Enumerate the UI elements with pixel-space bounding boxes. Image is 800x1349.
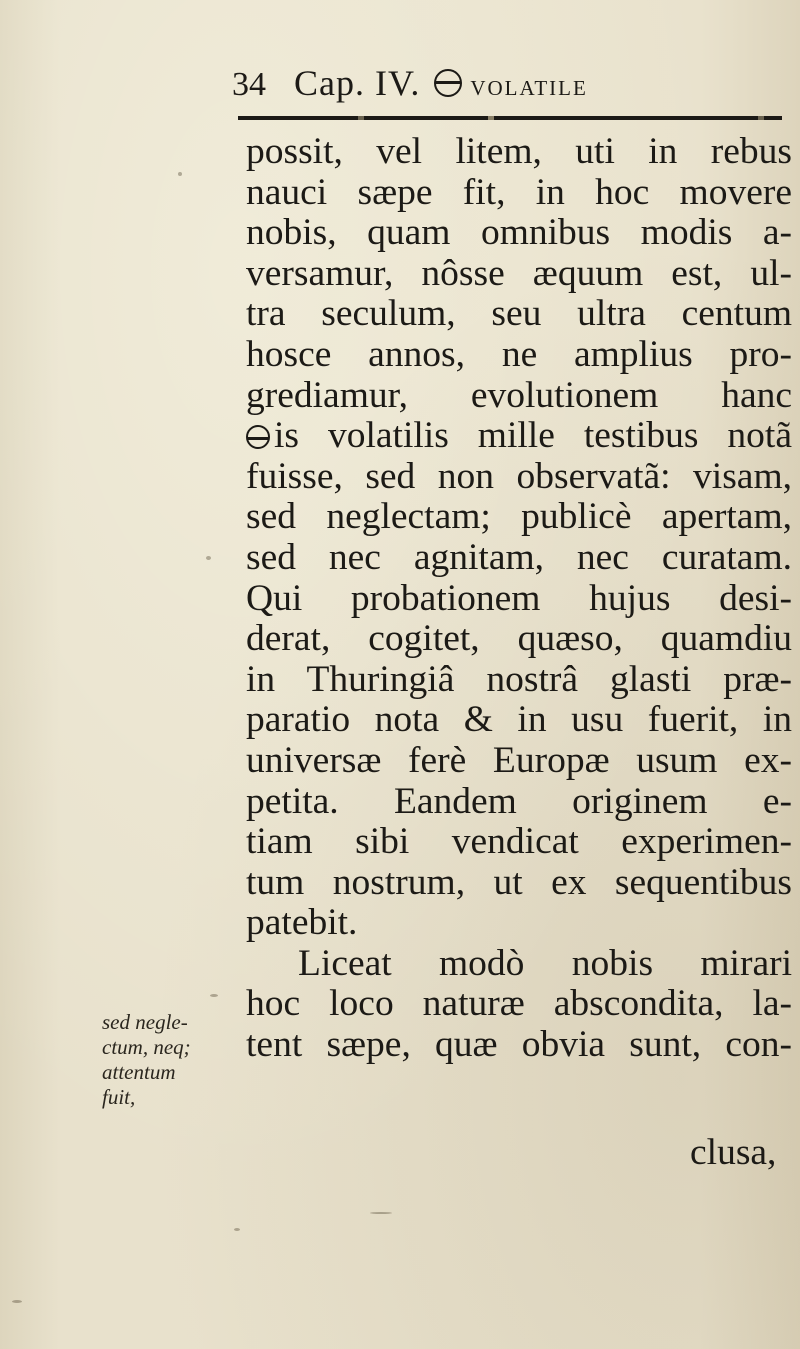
text-line: paratio nota & in usu fuerit, in xyxy=(246,699,792,741)
salt-symbol-icon xyxy=(434,69,462,97)
text-line: derat, cogitet, quæso, quamdiu xyxy=(246,618,792,660)
paper-speck xyxy=(234,1228,240,1231)
marginal-note-line: sed negle- xyxy=(102,1010,188,1034)
text-line: possit, vel litem, uti in rebus xyxy=(246,131,792,172)
text-line: patebit. xyxy=(246,902,358,944)
text-line: in Thuringiâ nostrâ glasti præ- xyxy=(246,658,792,700)
text-line: sed nec agnitam, nec curatam. xyxy=(246,536,792,578)
running-title: volatile xyxy=(470,69,588,102)
text-line: hosce annos, ne amplius pro- xyxy=(246,333,792,375)
paper-speck xyxy=(210,994,218,997)
text-line: tra seculum, seu ultra centum xyxy=(246,293,792,335)
paper-speck xyxy=(178,172,182,176)
text-line: nauci sæpe fit, in hoc movere xyxy=(246,171,792,213)
page-header xyxy=(232,62,792,110)
text-line: universæ ferè Europæ usum ex- xyxy=(246,739,792,781)
text-line-with-symbol xyxy=(246,416,792,457)
paper-speck xyxy=(206,556,211,560)
text-line: tum nostrum, ut ex sequentibus xyxy=(246,861,792,903)
text-line: tent sæpe, quæ obvia sunt, con- xyxy=(246,1024,792,1066)
marginal-note-line: attentum xyxy=(102,1060,176,1084)
paper-speck xyxy=(12,1300,22,1303)
paper-speck xyxy=(370,1212,392,1214)
marginal-note xyxy=(102,1010,191,1110)
text-line: petita. Eandem originem e- xyxy=(246,780,792,822)
text-line: versamur, nôsse æquum est, ul- xyxy=(246,252,792,294)
text-line: Liceat modò nobis mirari xyxy=(298,942,792,984)
text-line: hoc loco naturæ abscondita, la- xyxy=(246,983,792,1025)
text-line: Qui probationem hujus desi- xyxy=(246,577,792,619)
chapter-title: Cap. IV. xyxy=(294,63,421,103)
marginal-note-line: fuit, xyxy=(102,1085,136,1109)
header-rule xyxy=(238,116,782,120)
text-line: fuisse, sed non observatã: visam, xyxy=(246,455,792,497)
text-line: grediamur, evolutionem hanc xyxy=(246,374,792,416)
catchword: clusa, xyxy=(690,1132,777,1173)
text-line: is volatilis mille testibus notã xyxy=(274,415,792,457)
text-line: nobis, quam omnibus modis a- xyxy=(246,212,792,254)
marginal-note-line: ctum, neq; xyxy=(102,1035,191,1059)
page-number: 34 xyxy=(232,66,266,103)
text-line: tiam sibi vendicat experimen- xyxy=(246,821,792,863)
body-text xyxy=(246,132,792,1066)
salt-symbol-icon xyxy=(246,425,270,449)
text-line: sed neglectam; publicè apertam, xyxy=(246,496,792,538)
